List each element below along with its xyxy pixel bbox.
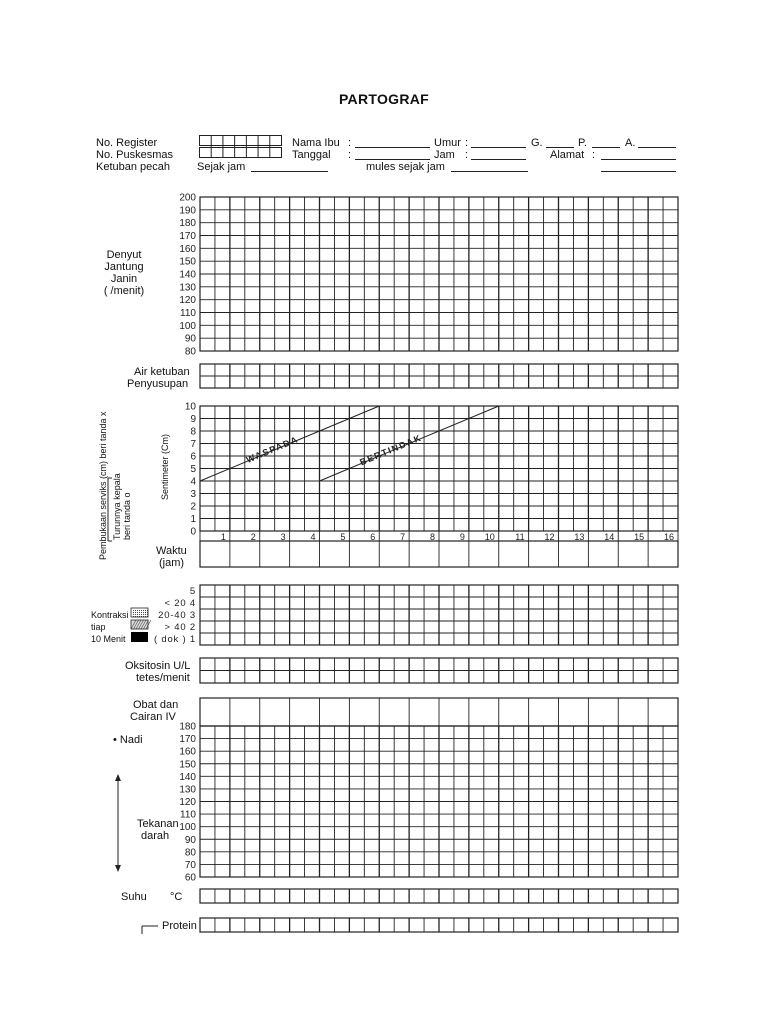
- hour-label: 2: [250, 532, 256, 542]
- djj-tick-label: 200: [179, 192, 196, 204]
- air-ketuban-label: Air ketuban: [134, 366, 190, 378]
- legend-dot: [135, 616, 136, 617]
- hour-label: 14: [604, 532, 615, 542]
- djj-tick-label: 120: [179, 295, 196, 307]
- nama-ibu-label: Nama Ibu: [292, 137, 340, 149]
- legend-dot: [133, 614, 134, 615]
- kontraksi-row-label: > 40 2: [164, 622, 196, 633]
- jam-label: Jam: [434, 149, 455, 161]
- cervix-tick-label: 3: [190, 489, 196, 500]
- hour-label: 12: [544, 532, 555, 542]
- legend-dot: [139, 616, 140, 617]
- legend-dot: [143, 612, 144, 613]
- cervix-tick-label: 7: [190, 439, 196, 450]
- legend-dot: [135, 610, 136, 611]
- colon-2: :: [348, 149, 352, 161]
- djj-tick-label: 90: [184, 333, 196, 345]
- hour-label: 7: [400, 532, 406, 542]
- djj-tick-label: 110: [180, 308, 196, 319]
- vitals-tick-label: 180: [179, 721, 196, 733]
- nadi-text: Nadi: [119, 734, 143, 746]
- legend-dot: [139, 610, 140, 611]
- cervix-tick-label: 8: [190, 426, 196, 438]
- legend-dot: [147, 610, 148, 611]
- djj-grid[interactable]: [200, 197, 678, 351]
- a-label: A.: [625, 137, 636, 149]
- legend-dot: [141, 614, 142, 615]
- bp-arrow-up-icon: [115, 774, 121, 781]
- legend-dot: [137, 612, 138, 613]
- hour-label: 11: [515, 532, 525, 542]
- suhu-grid[interactable]: [200, 889, 678, 903]
- cervix-tick-label: 6: [190, 451, 196, 463]
- p-label: P.: [578, 137, 587, 149]
- turun-kepala-line: beri tanda o: [122, 492, 132, 540]
- legend-dot: [141, 616, 142, 617]
- vitals-tick-label: 160: [179, 746, 196, 758]
- hour-label: 13: [574, 532, 585, 542]
- legend-dot: [133, 612, 134, 613]
- djj-label-line: Jantung: [104, 261, 144, 273]
- legend-solid-box: [131, 632, 148, 642]
- vitals-tick-label: 150: [179, 759, 196, 771]
- kontraksi-row-label: ( dok ) 1: [153, 634, 196, 645]
- waktu-label: Waktu: [156, 545, 187, 557]
- vitals-tick-label: 90: [184, 834, 196, 846]
- legend-dot: [143, 614, 144, 615]
- vitals-tick-label: 130: [179, 784, 196, 796]
- legend-dot: [147, 612, 148, 613]
- colon-4: :: [465, 149, 469, 161]
- kontraksi-line: Kontraksi: [91, 610, 129, 620]
- bertindak-label: BERTINDAK: [358, 432, 424, 468]
- legend-dot: [145, 616, 146, 617]
- vitals-tick-label: 140: [179, 771, 196, 783]
- cervix-tick-label: 1: [190, 514, 196, 525]
- page-title: PARTOGRAF: [338, 91, 430, 107]
- bp-arrow-down-icon: [115, 865, 121, 872]
- djj-tick-label: 180: [179, 218, 196, 230]
- protein-label: Protein: [162, 920, 197, 932]
- djj-tick-label: 170: [179, 231, 196, 242]
- colon-3: :: [465, 137, 469, 149]
- djj-tick-label: 140: [179, 269, 196, 281]
- cervix-tick-label: 5: [190, 464, 196, 475]
- vitals-tick-label: 120: [179, 797, 196, 808]
- waktu-grid[interactable]: [200, 541, 678, 567]
- djj-tick-label: 160: [179, 243, 196, 255]
- legend-dot: [133, 616, 134, 617]
- cervix-tick-label: 2: [190, 501, 196, 513]
- djj-tick-label: 130: [179, 282, 196, 294]
- vitals-tick-label: 70: [184, 859, 196, 871]
- waspada-label: WASPADA: [244, 434, 301, 465]
- djj-label-line: ( /menit): [103, 285, 145, 297]
- no-register-label: No. Register: [96, 137, 158, 149]
- nadi-bullet-icon: •: [113, 734, 117, 746]
- cervix-grid[interactable]: [200, 406, 678, 531]
- kontraksi-grid[interactable]: [200, 585, 678, 645]
- legend-dot: [137, 610, 138, 611]
- sejak-jam-label: Sejak jam: [197, 161, 246, 173]
- cervix-tick-label: 10: [184, 401, 196, 413]
- pembukaan-serviks-label: Pembukaan serviks (cm) beri tanda x: [98, 411, 108, 560]
- djj-tick-label: 100: [179, 320, 196, 332]
- legend-dot: [141, 612, 142, 613]
- turun-kepala-line: Turunnya kepala: [112, 473, 122, 540]
- hour-label: 15: [634, 532, 645, 542]
- hour-label: 6: [370, 532, 376, 542]
- suhu-label: Suhu: [121, 891, 147, 903]
- legend-dot: [147, 616, 148, 617]
- djj-tick-label: 190: [179, 205, 196, 217]
- alamat-label: Alamat: [550, 149, 585, 161]
- kontraksi-line: tiap: [91, 622, 106, 632]
- g-label: G.: [531, 137, 543, 149]
- legend-dot: [145, 610, 146, 611]
- djj-tick-label: 80: [184, 346, 196, 358]
- colon-1: :: [348, 137, 352, 149]
- oksitosin-label-1: Oksitosin U/L: [125, 660, 191, 672]
- vitals-tick-label: 80: [184, 847, 196, 859]
- hour-label: 16: [663, 532, 674, 542]
- legend-dot: [135, 614, 136, 615]
- kontraksi-legend: [131, 608, 151, 642]
- vitals-tick-label: 170: [179, 734, 196, 746]
- vitals-grid[interactable]: [200, 726, 678, 877]
- djj-tick-label: 150: [179, 256, 196, 268]
- djj-label-line: Janin: [110, 273, 138, 285]
- cervix-tick-label: 0: [190, 526, 196, 538]
- hour-label: 10: [484, 532, 495, 542]
- penyusupan-label: Penyusupan: [127, 378, 189, 390]
- legend-dot: [139, 614, 140, 615]
- oksitosin-grid[interactable]: [200, 658, 678, 683]
- protein-grid[interactable]: [200, 918, 678, 932]
- obat-grid[interactable]: [200, 698, 678, 726]
- obat-label-1: Obat dan: [133, 699, 179, 711]
- legend-dot: [135, 612, 136, 613]
- tanggal-label: Tanggal: [292, 149, 331, 161]
- kontraksi-row-label: 5: [189, 586, 196, 597]
- hour-label: 3: [280, 532, 286, 542]
- legend-dot: [139, 612, 140, 613]
- legend-dot: [143, 610, 144, 611]
- legend-dot: [137, 616, 138, 617]
- cervix-tick-label: 9: [190, 414, 196, 425]
- legend-dot: [137, 614, 138, 615]
- legend-dot: [141, 610, 142, 611]
- mules-sejak-jam-label: mules sejak jam: [366, 161, 445, 173]
- hour-label: 9: [459, 532, 465, 542]
- colon-5: :: [592, 149, 596, 161]
- legend-dot: [145, 612, 146, 613]
- legend-dot: [145, 614, 146, 615]
- hour-label: 1: [220, 532, 226, 542]
- no-puskesmas-label: No. Puskesmas: [96, 149, 174, 161]
- ketuban-pecah-label: Ketuban pecah: [96, 161, 171, 173]
- hour-label: 8: [429, 532, 435, 542]
- suhu-unit: °C: [170, 891, 183, 903]
- vitals-tick-label: 60: [184, 872, 196, 884]
- hour-label: 4: [310, 532, 316, 542]
- kontraksi-line: 10 Menit: [91, 634, 126, 644]
- umur-label: Umur: [434, 137, 461, 149]
- air-ketuban-grid[interactable]: [200, 364, 678, 388]
- kontraksi-row-label: 20-40 3: [158, 610, 196, 621]
- waktu-jam-label: (jam): [159, 557, 185, 569]
- kontraksi-row-label: < 20 4: [164, 598, 196, 609]
- tekanan-label-1: Tekanan: [137, 818, 179, 830]
- tekanan-label-2: darah: [141, 830, 170, 842]
- cervix-tick-label: 4: [190, 476, 196, 488]
- legend-dot: [133, 610, 134, 611]
- obat-label-2: Cairan IV: [130, 711, 176, 723]
- vitals-tick-label: 110: [180, 809, 196, 821]
- djj-label-line: Denyut: [106, 249, 142, 261]
- legend-dot: [147, 614, 148, 615]
- hour-label: 5: [340, 532, 346, 542]
- vitals-tick-label: 100: [179, 822, 196, 834]
- sentimeter-label: Sentimeter (Cm): [160, 433, 170, 500]
- oksitosin-label-2: tetes/menit: [136, 672, 190, 684]
- legend-dot: [143, 616, 144, 617]
